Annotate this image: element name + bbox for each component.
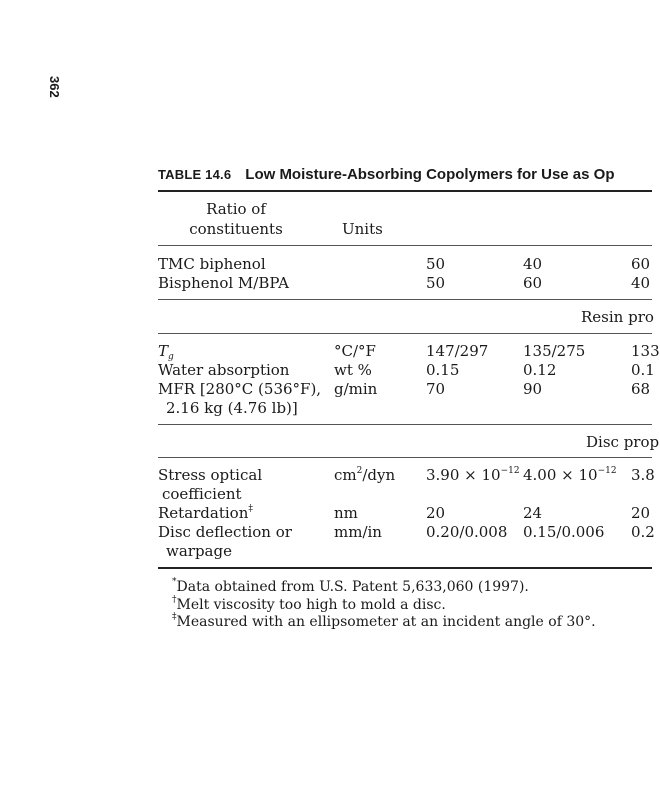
table-caption	[158, 166, 615, 183]
row-value: 135/275	[523, 342, 586, 360]
row-value: 20	[426, 504, 446, 522]
row-value: 0.20/0.008	[426, 523, 508, 541]
row-unit: nm	[334, 504, 358, 522]
table-top-rule	[158, 190, 652, 192]
section-rule	[158, 333, 652, 334]
footnote: ‡Measured with an ellipsometer at an incident angle of 30°.	[172, 612, 596, 630]
table-title: Low Moisture-Absorbing Copolymers for Use as Op	[245, 166, 615, 183]
composition-value: 40	[523, 255, 543, 273]
row-value: $4.00 \times 10^{-12}$	[523, 466, 617, 484]
row-name-stress-cont: coefficient	[162, 485, 242, 503]
page-number: 362	[47, 76, 62, 98]
section-rule	[158, 424, 652, 425]
row-value: $3.90 \times 10^{-12}$	[426, 466, 520, 484]
row-value: 68	[631, 380, 651, 398]
row-name-tg: $T_g$	[158, 342, 174, 362]
composition-value: 50	[426, 274, 446, 292]
row-value: 133	[631, 342, 660, 360]
row-value: 0.15	[426, 361, 460, 379]
row-value: 90	[523, 380, 543, 398]
footnote: †Melt viscosity too high to mold a disc.	[172, 595, 446, 613]
row-unit: mm/in	[334, 523, 382, 541]
row-name-retardation: Retardation‡	[158, 504, 253, 522]
table-bottom-rule	[158, 567, 652, 569]
row-value: 24	[523, 504, 543, 522]
section-heading-disc: Disc prop	[586, 433, 660, 451]
table-label: TABLE 14.6	[158, 167, 232, 182]
row-unit: °C/°F	[334, 342, 376, 360]
row-value: 0.15/0.006	[523, 523, 605, 541]
row-value: 20	[631, 504, 651, 522]
row-value: 0.2	[631, 523, 655, 541]
composition-value: 40	[631, 274, 651, 292]
composition-name: Bisphenol M/BPA	[158, 274, 289, 292]
row-value: 147/297	[426, 342, 489, 360]
header-ratio-line2: constituents	[189, 220, 283, 238]
section-rule	[158, 299, 652, 300]
row-unit: wt %	[334, 361, 372, 379]
row-name-stress-optical: Stress optical	[158, 466, 263, 484]
footnote: *Data obtained from U.S. Patent 5,633,060 (1997).	[172, 577, 529, 595]
header-ratio-line1: Ratio of	[206, 200, 266, 218]
row-unit: $cm^2$/dyn	[334, 466, 396, 484]
section-rule	[158, 457, 652, 458]
composition-value: 60	[523, 274, 543, 292]
row-unit: g/min	[334, 380, 378, 398]
section-heading-resin: Resin pro	[581, 308, 654, 326]
row-value: 0.1	[631, 361, 655, 379]
row-value: 70	[426, 380, 446, 398]
row-name-mfr: MFR [280°C (536°F),	[158, 380, 322, 398]
composition-value: 50	[426, 255, 446, 273]
row-name-mfr-cont: 2.16 kg (4.76 lb)]	[166, 399, 298, 417]
row-name-disc-deflection: Disc deflection or	[158, 523, 292, 541]
row-name-water-absorption: Water absorption	[158, 361, 290, 379]
header-units: Units	[342, 220, 383, 238]
composition-value: 60	[631, 255, 651, 273]
row-value: 0.12	[523, 361, 557, 379]
header-rule	[158, 245, 652, 246]
row-value: 3.8	[631, 466, 655, 484]
composition-name: TMC biphenol	[158, 255, 266, 273]
row-name-deflection-cont: warpage	[166, 542, 232, 560]
